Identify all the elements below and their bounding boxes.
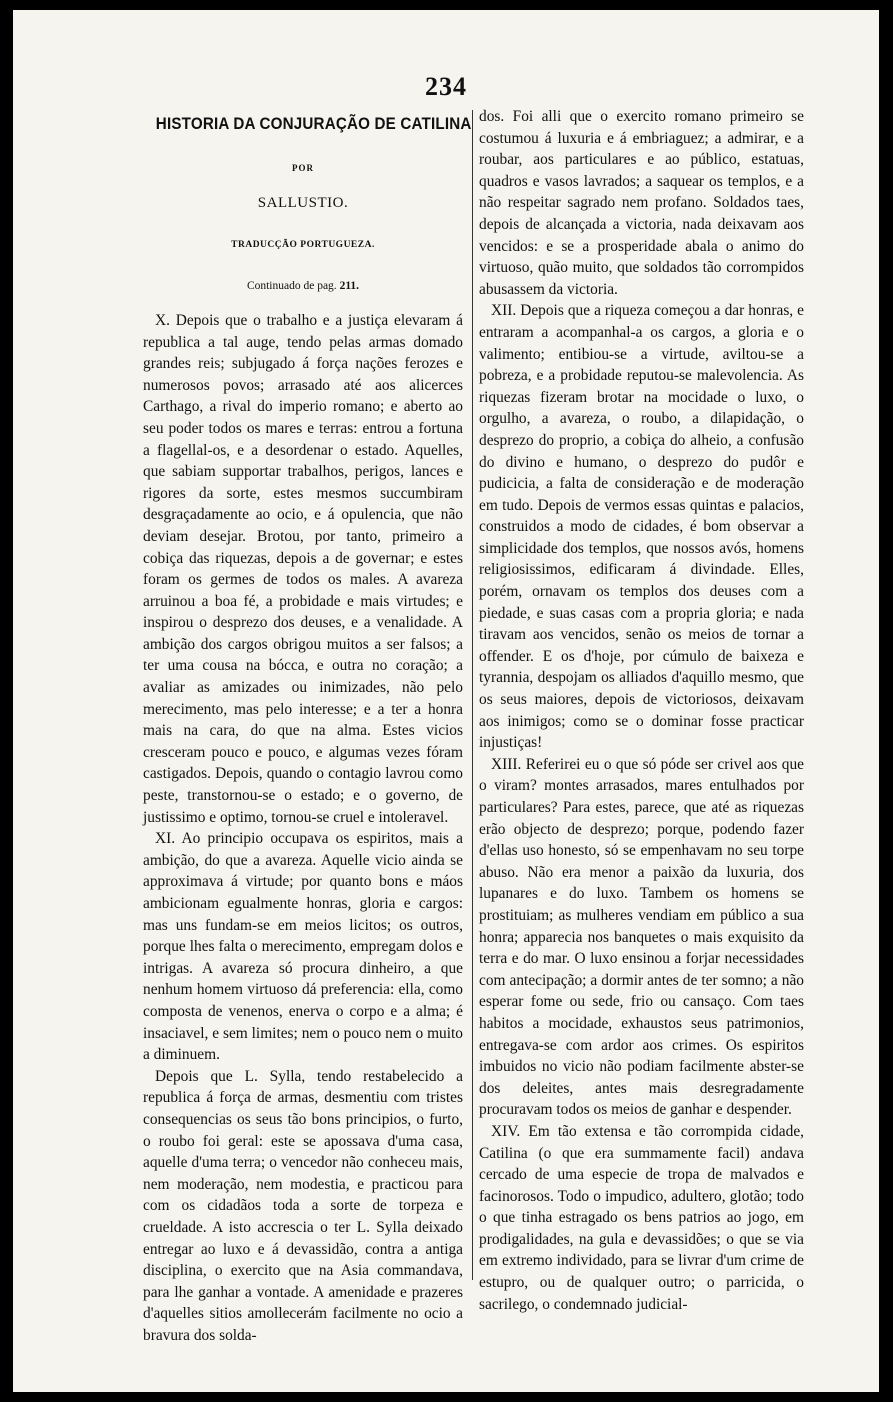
paragraph-xi: XI. Ao principio occupava os espiritos, mais a ambição, do que a avareza. Aquelle vicio ainda se approximava á virtude; por quanto bons e máos ambicionam egualmente honras, gloria e cargos: mas uns fundam-se em meios licitos; os outros, porque lhes falta o merecimento, empregam dolos e intrigas. A avareza só procura dinheiro, a que nenhum homem virtuoso dá preferencia: ella, como composta de venenos, enerva o corpo e a alma; é insaciavel, e sem limites; nem o pouco nem o muito a diminuem. <box>143 830 463 1064</box>
translation-note: TRADUCÇÃO PORTUGUEZA. <box>231 239 375 250</box>
continued-label: Continuado de pag. <box>246 280 337 293</box>
left-column <box>143 106 472 1346</box>
author-name: SALLUSTIO. <box>257 195 349 212</box>
byline-por: POR <box>292 162 314 173</box>
paragraph-xii: XII. Depois que a riqueza começou a dar honras, e entraram a acompanhal-a os cargos, a gloria e o valimento; entibiou-se a virtude, aviltou-se a pobreza, e a probidade reputou-se malevolencia. As riquezas fizeram brotar na mocidade o luxo, o orgulho, a avareza, o roubo, a dilapidação, o desprezo do proprio, a cobiça do alheio, a confusão do divino e humano, o desprezo do pudôr e pudicicia, a falta de consideração e de moderação em tudo. Depois de vermos essas quintas e palacios, construidos a modo de cidades, é bom observar a simplicidade dos templos, que nossos avós, homens religiosissimos, edificaram á divindade. Elles, porém, ornavam os templos dos deuses com a piedade, e suas casas com a propria gloria; e nada tiravam aos vencidos, senão os meios de tornar a offender. E os d'hoje, por cúmulo de baixeza e tyrannia, despojam os alliados d'aquillo mesmo, que os seus maiores, depois de victoriosos, deixavam aos inimigos; como se o dominar fosse practicar injustiças! <box>479 302 804 752</box>
paragraph-xiv: XIV. Em tão extensa e tão corrompida cidade, Catilina (o que era summamente facil) andava cercado de uma especie de tropa de malvados e facinorosos. Todo o impudico, adultero, glotão; todo o que tinha estragado os bens patrios ao jogo, em prodigalidades, na gula e devassidões; o que se via em extremo individado, para se livrar d'um crime de estupro, ou de qualquer outro; o parricida, o sacrilego, o condemnado judicial- <box>479 1122 804 1313</box>
column-divider <box>472 110 473 1280</box>
continued-note <box>143 276 463 298</box>
article-title: HISTORIA DA CONJURAÇÃO DE CATILINA <box>155 115 472 133</box>
paragraph-xi-end: dos. Foi alli que o exercito romano primeiro se costumou á luxuria e á embriaguez; a admirar, e a roubar, aos particulares e ao público, estatuas, quadros e vasos lavrados; a saquear os templos, e a não respeitar sagrado nem profano. Soldados taes, depois de alcançada a victoria, nada deixavam aos vencidos: e se a prosperidade abala o animo do virtuoso, quão muito, que soldados tão corrompidos abusassem da victoria. <box>479 108 804 298</box>
paragraph-xi-continued: Depois que L. Sylla, tendo restabelecido a republica á força de armas, desmentiu com tristes consequencias os seus tão bons principios, o furto, o roubo foi geral: este se apossava d'uma casa, aquelle d'uma terra; o vencedor não conheceu mais, nem moderação, nem modestia, e practicou para com os cidadãos toda a sorte de torpeza e crueldade. A isto accrescia o ter L. Sylla deixado entregar ao luxo e á devassidão, contra a antiga disciplina, o exercito que na Asia commandava, para lhe ganhar a vontade. A amenidade e prazeres d'aquelles sitios amollecerám facilmente no ocio a bravura dos solda- <box>143 1067 463 1344</box>
right-column <box>479 106 804 1315</box>
continued-page: 211. <box>339 280 360 293</box>
paragraph-xiii: XIII. Referirei eu o que só póde ser crivel aos que o viram? montes arrasados, mares entulhados por particulares? Para estes, parece, que até as riquezas erão objecto de desprezo; porque, podendo fazer d'ellas uso honesto, só se empenhavam no seu torpe abuso. Não era menor a paixão da luxuria, dos lupanares e do luxo. Tambem os homens se prostituiam; as mulheres vendiam em público a sua honra; apparecia nos banquetes o mais exquisito da terra e do mar. O luxo ensinou a forjar necessidades com antecipação; a dormir antes de ter somno; a não esperar fome ou sede, frio ou cansaço. Com taes habitos a mocidade, exhaustos seus patrimonios, entregava-se com ardor aos crimes. Os espiritos imbuidos no vicio não podiam facilmente abster-se dos deleites, antes mais desregradamente procuravam todos os meios de ganhar e despender. <box>479 755 804 1119</box>
page-number: 234 <box>425 72 467 101</box>
newspaper-page <box>13 10 879 1392</box>
paragraph-x: X. Depois que o trabalho e a justiça elevaram á republica a tal auge, tendo pelas armas domado grandes reis; subjugado á força nações ferozes e numerosos povos; arrasado até aos alicerces Carthago, a rival do imperio romano; e aberto ao seu poder todos os mares e terras: entrou a fortuna a flagellal-os, e a desordenar o estado. Aquelles, que sabiam supportar trabalhos, perigos, lances e rigores da sorte, estes mesmos succumbiram desgraçadamente ao ocio, e á opulencia, que não deviam desejar. Brotou, por tanto, primeiro a cobiça das riquezas, depois a de governar; e estes foram os germes de todos os males. A avareza arruinou a boa fé, a probidade e mais virtudes; e inspirou o desprezo dos deuses, e a venalidade. A ambição dos cargos obrigou muitos a ser falsos; a ter uma cousa na bócca, e outra no coração; a avaliar as amizades ou inimizades, não pelo merecimento, mas pelo interesse; e a ter a honra mais na cara, do que na alma. Estes vicios cresceram pouco e pouco, e algumas vezes fóram castigados. Depois, quando o contagio lavrou como peste, transtornou-se o estado; e o governo, de justissimo e optimo, tornou-se cruel e intoleravel. <box>143 311 463 826</box>
